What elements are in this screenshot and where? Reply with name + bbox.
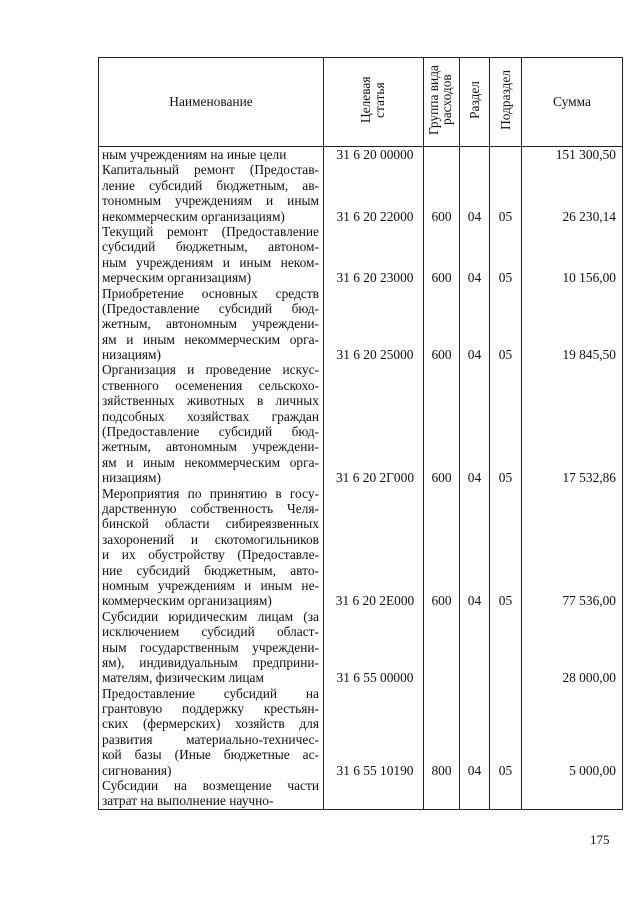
table-row	[99, 286, 623, 363]
table-body	[99, 147, 623, 810]
row-name-line: затрат на выполнение научно-	[102, 793, 274, 809]
row-group	[424, 609, 460, 686]
row-name-line: низациям)	[102, 470, 161, 486]
row-name-line: зяйственных животных в личных	[102, 393, 319, 409]
row-name-line: дарственную собственность Челя-	[102, 501, 319, 516]
row-name-line: ям и иным некоммерческим орга-	[102, 454, 319, 470]
row-name-line: бинской области сибиреязвенных	[102, 516, 319, 532]
row-name	[99, 486, 324, 609]
header-sum-label: Сумма	[553, 94, 591, 110]
row-sum: 26 230,14	[522, 162, 623, 224]
row-code: 31 6 55 10190	[324, 686, 424, 778]
row-name	[99, 362, 324, 485]
row-sum: 151 300,50	[522, 147, 623, 163]
row-name-line: низациям)	[102, 347, 161, 363]
header-group-label: Группа вида расходов	[425, 65, 454, 136]
row-section: 04	[460, 686, 490, 778]
row-section: 04	[460, 362, 490, 485]
table-row	[99, 224, 623, 286]
row-section: 04	[460, 224, 490, 286]
row-name-line: ние субсидий бюджетным, авто-	[102, 562, 319, 578]
row-name-line: коммерческим организациям)	[102, 593, 272, 609]
row-name	[99, 162, 324, 224]
row-subsection	[490, 778, 522, 809]
row-code	[324, 778, 424, 809]
row-subsection: 05	[490, 224, 522, 286]
row-name-line: Предоставление субсидий на	[102, 685, 319, 701]
row-group: 800	[424, 686, 460, 778]
row-code: 31 6 20 00000	[324, 147, 424, 163]
row-name-line: ям), индивидуальным предприни-	[102, 654, 319, 670]
row-name-line: исключением субсидий област-	[102, 624, 319, 640]
row-group: 600	[424, 162, 460, 224]
row-section	[460, 778, 490, 809]
row-sum: 17 532,86	[522, 362, 623, 485]
header-sum	[522, 58, 623, 147]
row-code: 31 6 20 2Е000	[324, 486, 424, 609]
row-subsection: 05	[490, 162, 522, 224]
row-name-line: субсидий бюджетным, автоном-	[102, 239, 319, 255]
row-name-line: (Предоставление субсидий бюд-	[102, 424, 319, 440]
row-name-line: Капитальный ремонт (Предостав-	[102, 162, 319, 178]
row-name	[99, 286, 324, 363]
row-name	[99, 778, 324, 809]
header-section	[460, 58, 490, 147]
row-name-line: ских (фермерских) хозяйств для	[102, 716, 319, 732]
row-name-line: Организация и проведение искус-	[102, 362, 319, 378]
table-row	[99, 686, 623, 778]
budget-table	[98, 57, 623, 810]
header-name-label: Наименование	[169, 94, 253, 110]
row-section	[460, 609, 490, 686]
table-row	[99, 362, 623, 485]
table-header-row	[99, 58, 623, 147]
row-name	[99, 686, 324, 778]
row-name-line: мателям, физическим лицам	[102, 670, 264, 686]
row-code: 31 6 55 00000	[324, 609, 424, 686]
row-code: 31 6 20 2Г000	[324, 362, 424, 485]
row-section	[460, 147, 490, 163]
row-name-line: ление субсидий бюджетным, ав-	[102, 177, 319, 193]
header-section-label: Раздел	[466, 81, 482, 120]
row-sum: 5 000,00	[522, 686, 623, 778]
row-group: 600	[424, 286, 460, 363]
row-section: 04	[460, 162, 490, 224]
row-group	[424, 147, 460, 163]
row-name	[99, 609, 324, 686]
row-group	[424, 778, 460, 809]
row-subsection: 05	[490, 686, 522, 778]
row-name-line: жетным, автономным учреждени-	[102, 439, 319, 455]
row-name-line: ным учреждениям и иным неком-	[102, 254, 319, 270]
row-section: 04	[460, 286, 490, 363]
row-subsection: 05	[490, 286, 522, 363]
page-number: 175	[590, 832, 610, 847]
row-sum: 10 156,00	[522, 224, 623, 286]
row-section: 04	[460, 486, 490, 609]
row-subsection	[490, 609, 522, 686]
header-code	[324, 58, 424, 147]
row-sum	[522, 778, 623, 809]
row-name-line: некоммерческим организациям)	[102, 208, 285, 224]
row-name-line: тономным учреждениям и иным	[102, 193, 319, 209]
row-name-line: кой базы (Иные бюджетные ас-	[102, 747, 319, 763]
row-name-line: ным учреждениям на иные цели	[102, 147, 287, 163]
header-code-label: Целевая статья	[357, 77, 387, 124]
row-name-line: ным государственным учреждени-	[102, 639, 319, 655]
row-sum: 28 000,00	[522, 609, 623, 686]
row-sum: 77 536,00	[522, 486, 623, 609]
row-name-line: Субсидии на возмещение части	[102, 778, 319, 794]
row-name-line: Текущий ремонт (Предоставление	[102, 223, 319, 239]
row-name-line: сигнования)	[102, 762, 172, 778]
row-name-line: Мероприятия по принятию в госу-	[102, 485, 319, 501]
row-name-line: ям и иным некоммерческим орга-	[102, 331, 319, 347]
row-name-line: и их обустройству (Предоставле-	[102, 547, 319, 563]
table-row	[99, 162, 623, 224]
row-name-line: развития материально-техничес-	[102, 731, 319, 747]
row-name-line: ственного осеменения сельскохо-	[102, 377, 319, 393]
row-name	[99, 147, 324, 163]
table-row	[99, 147, 623, 163]
table-row	[99, 486, 623, 609]
row-group: 600	[424, 224, 460, 286]
row-name-line: жетным, автономным учреждени-	[102, 316, 319, 332]
row-subsection	[490, 147, 522, 163]
row-code: 31 6 20 22000	[324, 162, 424, 224]
row-name-line: номным учреждениям и иным не-	[102, 577, 319, 593]
row-name-line: мерческим организациям)	[102, 270, 252, 286]
row-name-line: Приобретение основных средств	[102, 285, 319, 301]
row-name-line: подсобных хозяйствах граждан	[102, 408, 319, 424]
row-code: 31 6 20 25000	[324, 286, 424, 363]
row-group: 600	[424, 486, 460, 609]
row-subsection: 05	[490, 486, 522, 609]
header-group	[424, 58, 460, 147]
table-row	[99, 609, 623, 686]
header-subsection	[490, 58, 522, 147]
row-name-line: Субсидии юридическим лицам (за	[102, 608, 319, 624]
header-name	[99, 58, 324, 147]
row-name-line: (Предоставление субсидий бюд-	[102, 300, 319, 316]
row-sum: 19 845,50	[522, 286, 623, 363]
row-code: 31 6 20 23000	[324, 224, 424, 286]
row-name	[99, 224, 324, 286]
row-group: 600	[424, 362, 460, 485]
table-row	[99, 778, 623, 809]
row-name-line: захоронений и скотомогильников	[102, 531, 319, 547]
header-subsection-label: Подраздел	[497, 70, 513, 131]
row-subsection: 05	[490, 362, 522, 485]
row-name-line: грантовую поддержку крестьян-	[102, 701, 319, 717]
